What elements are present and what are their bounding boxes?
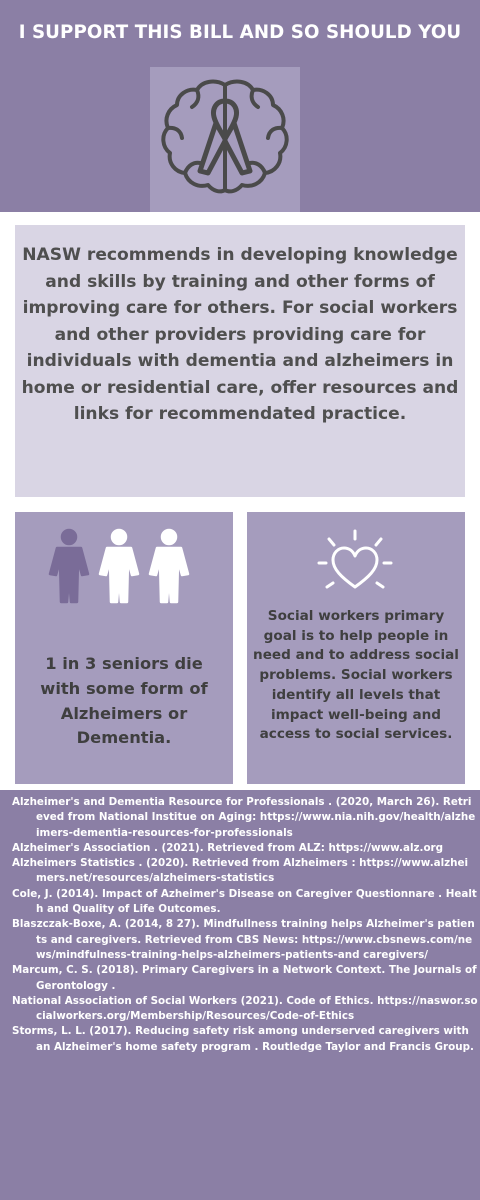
- people-icon: [44, 528, 194, 604]
- reference-item: Cole, J. (2014). Impact of Azheimer's Disease on Caregiver Questionnare . Health and Quality of Life Outcomes.: [12, 887, 477, 916]
- reference-item: Alzheimer's Association . (2021). Retrieved from ALZ: https://www.alz.org: [12, 841, 444, 854]
- reference-item: Marcum, C. S. (2018). Primary Caregivers in a Network Context. The Journals of Gerontology .: [12, 964, 477, 992]
- reference-item: National Association of Social Workers (2021). Code of Ethics. https://naswor.socialworkers.org/Membership/Resources/Code-of-Ethics: [12, 994, 478, 1023]
- reference-item: Alzheimer's and Dementia Resource for Professionals . (2020, March 26). Retrieved from National Institue on Aging: https://www.nia.nih.gov/health/alzheimers-dementia-resources-for-professionals: [12, 796, 476, 839]
- statistic-text: 1 in 3 seniors die with some form of Alzheimers or Dementia.: [40, 654, 208, 748]
- goal-text: Social workers primary goal is to help people in need and to address social problems. Social workers identify all levels that impact well-being and access to social services.: [253, 608, 459, 743]
- recommendation-text: NASW recommends in developing knowledge and skills by training and other forms of improving care for others. For social workers and other providers providing care for individuals with dementia and alzheimers in home or residential care, offer resources and links for recommendated practice.: [21, 245, 459, 424]
- header-section: [0, 0, 480, 212]
- references-list: [12, 795, 478, 1055]
- brain-ribbon-icon: [150, 67, 300, 212]
- brain-icon-panel: [150, 67, 300, 212]
- heart-icon: [315, 525, 395, 605]
- reference-item: Blaszczak-Boxe, A. (2014, 8 27). Mindfullness training helps Alzheimer's patients and caregivers. Retrieved from CBS News: https://www.cbsnews.com/news/mindfulness-training-helps-alzheimers-patients-and caregivers/: [12, 918, 475, 961]
- headline: I SUPPORT THIS BILL AND SO SHOULD YOU: [18, 22, 462, 43]
- reference-item: Storms, L. L. (2017). Reducing safety risk among underserved caregivers with an Alzheimer's home safety program . Routledge Taylor and Francis Group.: [12, 1025, 474, 1053]
- reference-item: Alzheimers Statistics . (2020). Retrieved from Alzheimers : https://www.alzheimers.net/resources/alzheimers-statistics: [12, 857, 469, 885]
